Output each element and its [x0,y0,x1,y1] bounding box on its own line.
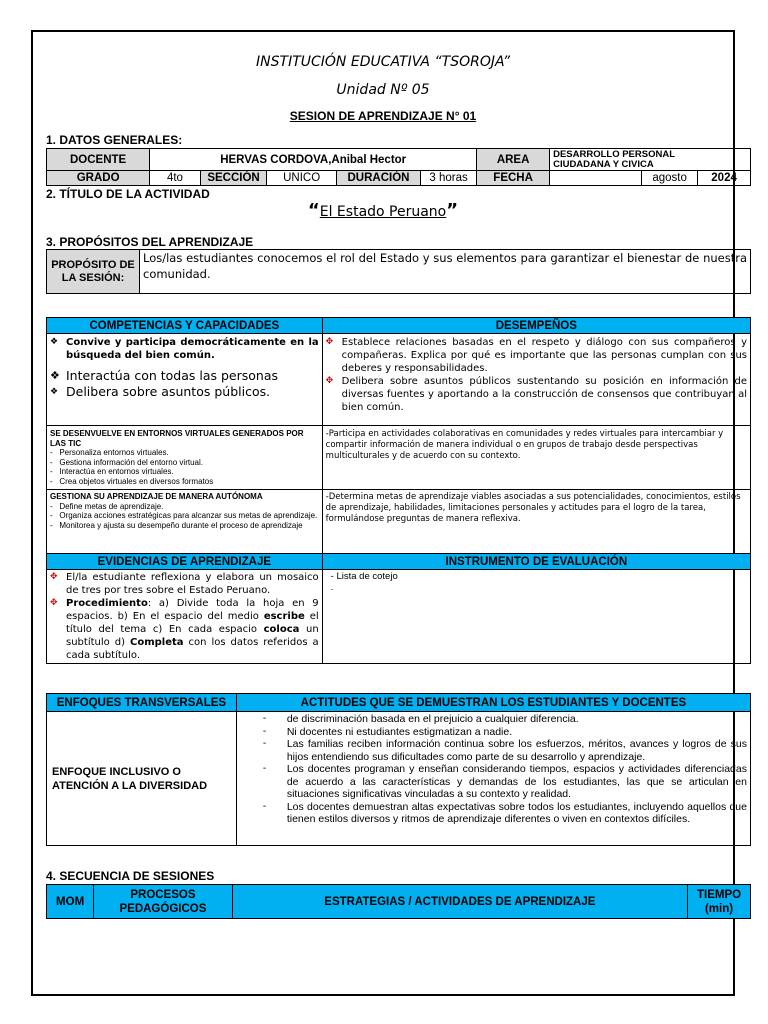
evidencia-text: El/la estudiante reflexiona y elabora un mosaico de tres por tres sobre el Estado Peruano. [66,572,319,596]
diamond-bullet-icon: ❖ [50,369,60,382]
session-title: SESION DE APRENDIZAJE N° 01 [289,109,477,123]
fecha-day [550,171,642,186]
capacidad-1: Interactúa con todas las personas [66,368,279,383]
actitud-item: - Los docentes programan y enseñan considerando tiempos, espacios y actividades diferenciadas de acuerdo a las características y demandas de los estudiantes, las que se articulan en situaciones significativas vinculadas a su contexto y realidad. [262,763,747,800]
section4-title: 4. SECUENCIA DE SESIONES [46,869,215,883]
actitud-item: - Los docentes demuestran altas expectativas sobre todos los estudiantes, incluyendo aquellos que tienen estilos diversos y ritmos de aprendizaje diferentes o viven en contextos difíciles. [262,800,747,825]
desempeno-2: Delibera sobre asuntos públicos sustentando su posición en información de diversas fuentes y aportando a la construcción de consensos que contribuyan al bien común. [341,376,747,413]
desempenos-cell [322,334,750,426]
actitud-item: - Ni docentes ni estudiantes estigmatizan a nadie. [262,725,513,738]
autonoma-item: - Organiza acciones estratégicas para alcanzar sus metas de aprendizaje. [50,511,318,520]
arrow-bullet-icon: ✥ [325,376,334,386]
capacidad-2: Delibera sobre asuntos públicos. [66,384,271,399]
section1-title: 1. DATOS GENERALES: [46,133,183,147]
diamond-bullet-icon: ❖ [50,337,59,347]
purpose-table [46,249,751,294]
actitudes-header: ACTITUDES QUE SE DEMUESTRAN LOS ESTUDIANTES Y DOCENTES [236,694,750,712]
area-label: AREA [477,149,550,171]
diamond-bullet-icon: ❖ [50,387,59,397]
autonoma-cell [47,490,323,554]
autonoma-desempeno: -Determina metas de aprendizaje viables asociadas a sus potencialidades, conocimientos, estilos de aprendizaje, habilidades, limitaciones personales y actitudes para el logro de la tarea, formulándose preguntas de manera reflexiva. [322,490,750,554]
tic-item: - Personaliza entornos virtuales. [50,448,169,457]
col-estrategias: ESTRATEGIAS / ACTIVIDADES DE APRENDIZAJE [232,885,687,919]
instrumento-item: - Lista de cotejo [330,571,398,582]
tic-title: SE DESENVUELVE EN ENTORNOS VIRTUALES GENERADOS POR LAS TIC [50,429,304,448]
document-page [31,30,747,996]
arrow-bullet-icon: ✥ [325,337,334,347]
col-tiempo: TIEMPO (min) [688,885,751,919]
docente-label: DOCENTE [47,149,150,171]
desempeno-1: Establece relaciones basadas en el respeto y diálogo con sus compañeros y compañeras. Explica por qué es importante que las personas cumplan con sus deberes y responsabilidades. [341,337,747,374]
activity-title: “El Estado Peruano” [307,200,459,221]
arrow-bullet-icon: ✥ [50,572,58,582]
col-mom: MOM [47,885,94,919]
instrumento-header: INSTRUMENTO DE EVALUACIÓN [322,554,750,570]
instrumento-cell [322,570,750,664]
actitudes-cell [236,712,750,846]
competencias-table [46,317,751,664]
autonoma-title: GESTIONA SU APRENDIZAJE DE MANERA AUTÓNOMA [50,492,263,501]
fecha-month: agosto [642,171,698,186]
purpose-label: PROPÓSITO DE LA SESIÓN: [47,250,140,294]
duracion-value: 3 horas [421,171,477,186]
datos-generales-table [46,148,751,186]
actitud-item: - de discriminación basada en el prejuicio a cualquier diferencia. [262,713,579,725]
unit-title: Unidad Nº 05 [336,82,430,98]
enfoques-header: ENFOQUES TRANSVERSALES [47,694,237,712]
fecha-label: FECHA [477,171,550,186]
seccion-value: UNICO [267,171,337,186]
evidencias-header: EVIDENCIAS DE APRENDIZAJE [47,554,323,570]
section2-title: 2. TÍTULO DE LA ACTIVIDAD [46,187,210,201]
autonoma-item: - Monitorea y ajusta su desempeño durante el proceso de aprendizaje [50,520,303,530]
col-procesos: PROCESOS PEDAGÓGICOS [94,885,232,919]
autonoma-item: - Define metas de aprendizaje. [50,501,164,511]
tic-cell [47,426,323,490]
competencia-cell [47,334,323,426]
evidencias-cell [47,570,323,664]
instrumento-item-2: . [330,582,334,593]
desempenos-header: DESEMPEÑOS [322,318,750,334]
competencia-text: Convive y participa democráticamente en la búsqueda del bien común. [66,337,319,361]
section3-title: 3. PROPÓSITOS DEL APRENDIZAJE [46,235,254,249]
grado-value: 4to [150,171,200,186]
tic-item: - Interactúa en entornos virtuales. [50,467,174,476]
enfoques-table [46,693,751,846]
purpose-text: Los/las estudiantes conocemos el rol del Estado y sus elementos para garantizar el bienestar de nuestra comunidad. [140,250,751,294]
secuencia-table [46,884,751,919]
tic-desempeno: -Participa en actividades colaborativas en comunidades y redes virtuales para intercambiar y compartir información de manera individual o en grupos de trabajo desde perspectivas multiculturales y de acuerdo con su contexto. [322,426,750,490]
seccion-label: SECCIÓN [200,171,267,186]
actitud-item: - Las familias reciben información continua sobre los esfuerzos, méritos, avances y logros de sus hijos entendiendo sus dificultades como parte de su desarrollo y aprendizaje. [262,738,747,763]
institution-title: INSTITUCIÓN EDUCATIVA “TSOROJA” [256,54,510,70]
docente-value: HERVAS CORDOVA,Anibal Hector [150,149,477,171]
grado-label: GRADO [47,171,150,186]
enfoque-name: ENFOQUE INCLUSIVO O ATENCIÓN A LA DIVERSIDAD [47,712,237,846]
arrow-bullet-icon: ✥ [50,598,58,608]
procedimiento-text: Procedimiento: a) Divide toda la hoja en 9 espacios. b) En el espacio del medio escribe el título del tema c) En cada espacio coloca un subtítulo d) Completa con los datos referidos a cada subtítulo. [66,598,319,661]
tic-item: - Gestiona información del entorno virtual. [50,457,203,467]
competencias-header: COMPETENCIAS Y CAPACIDADES [47,318,323,334]
area-value: DESARROLLO PERSONAL CIUDADANA Y CIVICA [550,149,751,171]
duracion-label: DURACIÓN [336,171,420,186]
fecha-year: 2024 [698,171,751,186]
tic-item: - Crea objetos virtuales en diversos formatos [50,476,214,486]
